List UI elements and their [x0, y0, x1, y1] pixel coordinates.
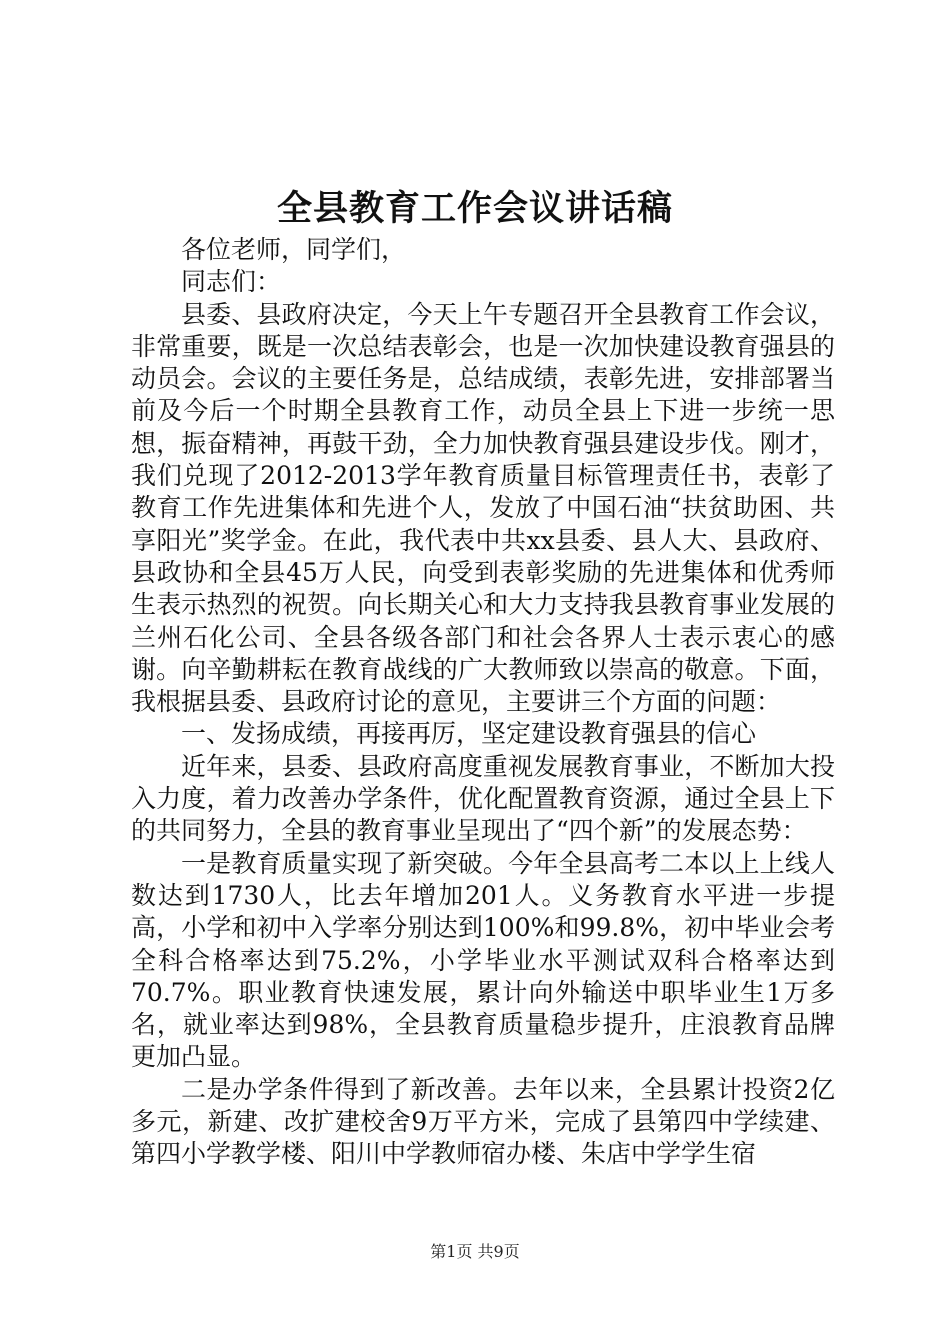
salutation-paragraph: 各位老师，同学们， — [181, 235, 407, 264]
section-heading: 一、发扬成绩，再接再厉，坚定建设教育强县的信心 — [181, 719, 757, 749]
document-body — [131, 234, 835, 1171]
document-title: 全县教育工作会议讲话稿 — [276, 188, 673, 229]
body-paragraph: 近年来，县委、县政府高度重视发展教育事业，不断加大投入力度，着力改善办学条件，优化配置教育资源，通过全县上下的共同努力，全县的教育事业呈现出了“四个新”的发展态势： — [131, 751, 835, 846]
body-paragraph: 一是教育质量实现了新突破。今年全县高考二本以上上线人数达到1730人，比去年增加201人。义务教育水平进一步提高，小学和初中入学率分别达到100%和99.8%，初中毕业会考全科合格率达到75.2%，小学毕业水平测试双科合格率达到70.7%。职业教育快速发展，累计向外输送中职毕业生1万多名，就业率达到98%，全县教育质量稳步提升，庄浪教育品牌更加凸显。 — [131, 848, 835, 1072]
page-number-footer: 第1页 共9页 — [430, 1242, 520, 1261]
body-paragraph: 二是办学条件得到了新改善。去年以来，全县累计投资2亿多元，新建、改扩建校舍9万平方米，完成了县第四中学续建、第四小学教学楼、阳川中学教师宿办楼、朱店中学学生宿 — [131, 1074, 835, 1169]
body-paragraph: 县委、县政府决定，今天上午专题召开全县教育工作会议，非常重要，既是一次总结表彰会，也是一次加快建设教育强县的动员会。会议的主要任务是，总结成绩，表彰先进，安排部署当前及今后一个时期全县教育工作，动员全县上下进一步统一思想，振奋精神，再鼓干劲，全力加快教育强县建设步伐。刚才，我们兑现了2012-2013学年教育质量目标管理责任书，表彰了教育工作先进集体和先进个人，发放了中国石油“扶贫助困、共享阳光”奖学金。在此，我代表中共xx县委、县人大、县政府、县政协和全县45万人民，向受到表彰奖励的先进集体和优秀师生表示热烈的祝贺。向长期关心和大力支持我县教育事业发展的兰州石化公司、全县各级各部门和社会各界人士表示衷心的感谢。向辛勤耕耘在教育战线的广大教师致以崇高的敬意。下面，我根据县委、县政府讨论的意见，主要讲三个方面的问题： — [131, 299, 835, 717]
salutation-paragraph: 同志们： — [181, 267, 282, 297]
